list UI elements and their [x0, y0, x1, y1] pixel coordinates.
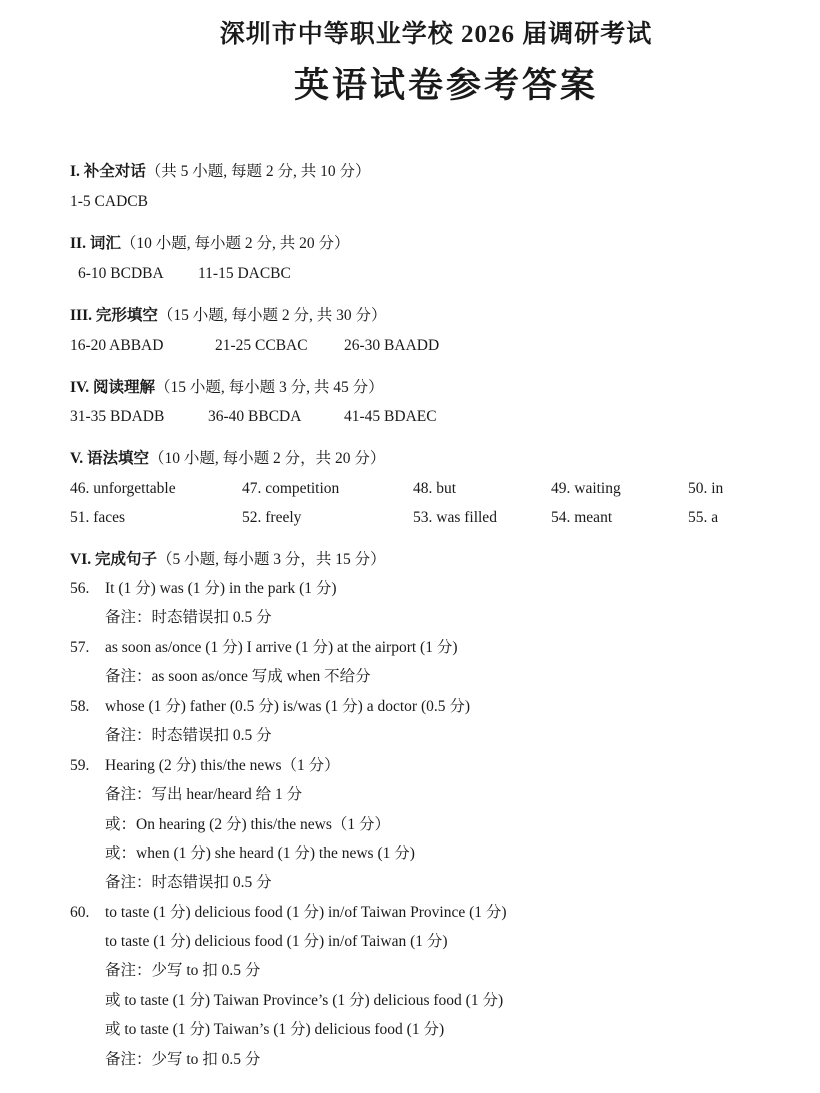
note-line: 备注：少写 to 扣 0.5 分: [105, 1051, 261, 1068]
section-title: IV. 阅读理解: [70, 379, 155, 396]
answer-item: 53. was filled: [413, 509, 497, 526]
answer-line: whose (1 分) father (0.5 分) is/was (1 分) a doctor (0.5 分): [105, 698, 471, 715]
alt-answer-line: 或：when (1 分) she heard (1 分) the news (1 分): [105, 845, 415, 862]
answer-group: 26-30 BAADD: [344, 337, 440, 354]
note-line: 备注：时态错误扣 0.5 分: [105, 874, 272, 891]
section-heading-3: [70, 306, 387, 326]
answer-item: 54. meant: [551, 509, 613, 526]
section-heading-2: [70, 234, 349, 254]
answer-group: 1-5 CADCB: [70, 193, 148, 210]
section-heading-6: [70, 550, 386, 570]
section-heading-1: [70, 162, 371, 182]
document-title: 深圳市中等职业学校 2026 届调研考试: [219, 21, 653, 48]
section-title: III. 完形填空: [70, 307, 158, 324]
answer-group: 6-10 BCDBA: [78, 265, 164, 282]
section-heading-4: [70, 378, 384, 398]
section-scoring: （共 5 小题, 每题 2 分, 共 10 分）: [145, 163, 371, 180]
answer-group: 36-40 BBCDA: [208, 408, 302, 425]
answer-item: 48. but: [413, 480, 457, 497]
section-scoring: （5 小题, 每小题 3 分，共 15 分）: [156, 551, 386, 568]
note-line: 备注：时态错误扣 0.5 分: [105, 727, 272, 744]
document-subtitle: 英语试卷参考答案: [293, 66, 598, 105]
answer-item: 51. faces: [70, 509, 126, 526]
question-number: 58.: [70, 698, 90, 715]
answer-item: 47. competition: [242, 480, 340, 497]
answer-line: to taste (1 分) delicious food (1 分) in/of Taiwan Province (1 分): [105, 904, 507, 921]
answer-group: 11-15 DACBC: [198, 265, 291, 282]
question-number: 56.: [70, 580, 90, 597]
answer-group: 41-45 BDAEC: [344, 408, 437, 425]
answer-item: 49. waiting: [551, 480, 621, 497]
alt-answer-line: to taste (1 分) delicious food (1 分) in/of Taiwan (1 分): [105, 933, 448, 950]
section-title: V. 语法填空: [70, 450, 149, 467]
answer-group: 31-35 BDADB: [70, 408, 165, 425]
section-scoring: （15 小题, 每小题 2 分, 共 30 分）: [157, 307, 387, 324]
section-scoring: （10 小题, 每小题 2 分，共 20 分）: [148, 450, 386, 467]
section-title: VI. 完成句子: [70, 551, 157, 568]
section-title: I. 补全对话: [70, 163, 146, 180]
answer-group: 21-25 CCBAC: [215, 337, 308, 354]
section-scoring: （10 小题, 每小题 2 分, 共 20 分）: [120, 235, 350, 252]
note-line: 备注：写出 hear/heard 给 1 分: [105, 786, 303, 803]
answer-item: 55. a: [688, 509, 719, 526]
answer-item: 50. in: [688, 480, 724, 497]
answer-line: Hearing (2 分) this/the news（1 分）: [105, 757, 340, 774]
section-heading-5: [70, 449, 385, 469]
question-number: 57.: [70, 639, 90, 656]
section-title: II. 词汇: [70, 235, 121, 252]
alt-answer-line: 或 to taste (1 分) Taiwan Province’s (1 分) delicious food (1 分): [105, 992, 504, 1009]
question-number: 60.: [70, 904, 90, 921]
answer-group: 16-20 ABBAD: [70, 337, 164, 354]
alt-answer-line: 或：On hearing (2 分) this/the news（1 分）: [105, 816, 390, 833]
answer-line: as soon as/once (1 分) I arrive (1 分) at the airport (1 分): [105, 639, 458, 656]
alt-answer-line: 或 to taste (1 分) Taiwan’s (1 分) delicious food (1 分): [105, 1021, 445, 1038]
note-line: 备注：时态错误扣 0.5 分: [105, 609, 272, 626]
question-number: 59.: [70, 757, 90, 774]
note-line: 备注：as soon as/once 写成 when 不给分: [105, 668, 371, 685]
answer-line: It (1 分) was (1 分) in the park (1 分): [105, 580, 337, 597]
note-line: 备注：少写 to 扣 0.5 分: [105, 962, 261, 979]
answer-item: 52. freely: [242, 509, 302, 526]
answer-item: 46. unforgettable: [70, 480, 176, 497]
section-scoring: （15 小题, 每小题 3 分, 共 45 分）: [154, 379, 384, 396]
